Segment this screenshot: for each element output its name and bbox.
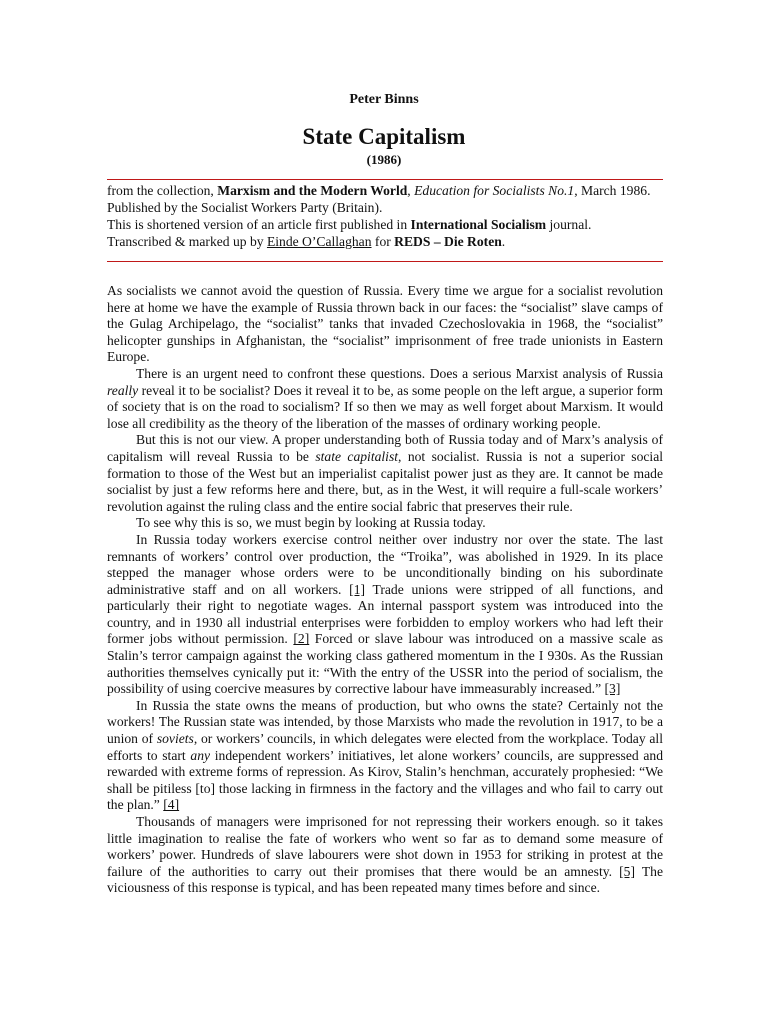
- paragraph-7: Thousands of managers were imprisoned for not repressing their workers enough. so it takes little imagination to realise the fate of workers who went so far as to demand some measure of workers’ power. Hundreds of slave labourers were shot down in 1953 for striking in protest at the failure of the authorities to carry out their promises that there would be an amnesty. [5] The viciousness of this response is typical, and has been repeated many times before and since.: [107, 814, 663, 896]
- footnote-link-3[interactable]: [3]: [604, 681, 621, 697]
- page-title: State Capitalism: [302, 124, 466, 149]
- paragraph-2: There is an urgent need to confront these questions. Does a serious Marxist analysis of Russia really reveal it to be socialist? Does it reveal it to be, as some people on the left argue, a superior form of society that is on the road to socialism? If so then we may as well forget about Marxism. It would lose all credibility as the theory of the liberation of the masses of ordinary working people.: [107, 365, 663, 431]
- footnote-link-5[interactable]: [5]: [619, 863, 635, 879]
- transcriber-link[interactable]: Einde O’Callaghan: [266, 234, 372, 249]
- meta-transcription-line: Transcribed & marked up by Einde O’Callaghan for REDS – Die Roten.: [107, 234, 506, 249]
- meta-publisher-line: Published by the Socialist Workers Party (Britain).: [107, 200, 383, 215]
- paragraph-4: To see why this is so, we must begin by looking at Russia today.: [136, 515, 486, 531]
- bottom-divider: [107, 261, 663, 262]
- author-name: Peter Binns: [349, 92, 419, 107]
- journal-title: International Socialism: [410, 217, 547, 232]
- article-body: [107, 283, 663, 897]
- publication-year: (1986): [366, 152, 402, 167]
- footnote-link-1[interactable]: [1]: [349, 581, 366, 597]
- footnote-link-4[interactable]: [4]: [163, 797, 180, 813]
- top-divider: [107, 179, 663, 180]
- collection-title: Marxism and the Modern World: [217, 183, 408, 198]
- meta-journal-line: This is shortened version of an article first published in International Socialism journal.: [107, 217, 592, 232]
- site-name: REDS – Die Roten: [394, 234, 502, 249]
- paragraph-1: As socialists we cannot avoid the question of Russia. Every time we argue for a socialist revolution here at home we have the example of Russia thrown back in our faces: the “socialist” slave camps of the Gulag Archipelago, the “socialist” tanks that invaded Czechoslovakia in 1968, the “socialist” helicopter gunships in Afghanistan, the “socialist” imprisonment of free trade unionists in Eastern Europe.: [107, 283, 663, 365]
- footnote-link-2[interactable]: [2]: [293, 631, 310, 647]
- publication-info: [107, 182, 667, 250]
- series-title: Education for Socialists No.1: [414, 183, 575, 198]
- meta-collection-line: from the collection, Marxism and the Modern World, Education for Socialists No.1, March 1986.: [107, 183, 651, 198]
- paragraph-5: In Russia today workers exercise control neither over industry nor over the state. The last remnants of workers’ control over production, the “Troika”, was abolished in 1929. In its place stepped the manager whose orders were to be unconditionally binding on his subordinate administrative staff and on all workers. [1] Trade unions were stripped of all functions, and particularly their right to negotiate wages. An internal passport system was introduced into the country, and in 1930 all industrial enterprises were forbidden to employ workers who had left their former jobs without permission. [2] Forced or slave labour was introduced on a massive scale as Stalin’s terror campaign against the working class gathered momentum in the I 930s. As the Russian authorities themselves cynically put it: “With the entry of the USSR into the period of socialism, the possibility of using coercive measures by corrective labour have immeasurably increased.” [3]: [107, 531, 663, 697]
- paragraph-6: In Russia the state owns the means of production, but who owns the state? Certainly not the workers! The Russian state was intended, by those Marxists who made the revolution in 1917, to be a union of soviets, or workers’ councils, in which delegates were elected from the workplace. Today all efforts to start any independent workers’ initiatives, let alone workers’ councils, are suppressed and rewarded with extreme forms of repression. As Kirov, Stalin’s henchman, accurately prophesied: “We shall be pitiless [to] those lacking in firmness in the factory and the villages and who fail to carry out the plan.” [4]: [107, 697, 664, 813]
- paragraph-3: But this is not our view. A proper understanding both of Russia today and of Marx’s analysis of capitalism will reveal Russia to be state capitalist, not socialist. Russia is not a superior social formation to those of the West but an imperialist capitalist power just as they are. It cannot be made socialist by just a few reforms here and there, but, as in the West, it will require a full-scale workers’ revolution against the ruling class and the entire social fabric that preserves their rule.: [107, 432, 663, 514]
